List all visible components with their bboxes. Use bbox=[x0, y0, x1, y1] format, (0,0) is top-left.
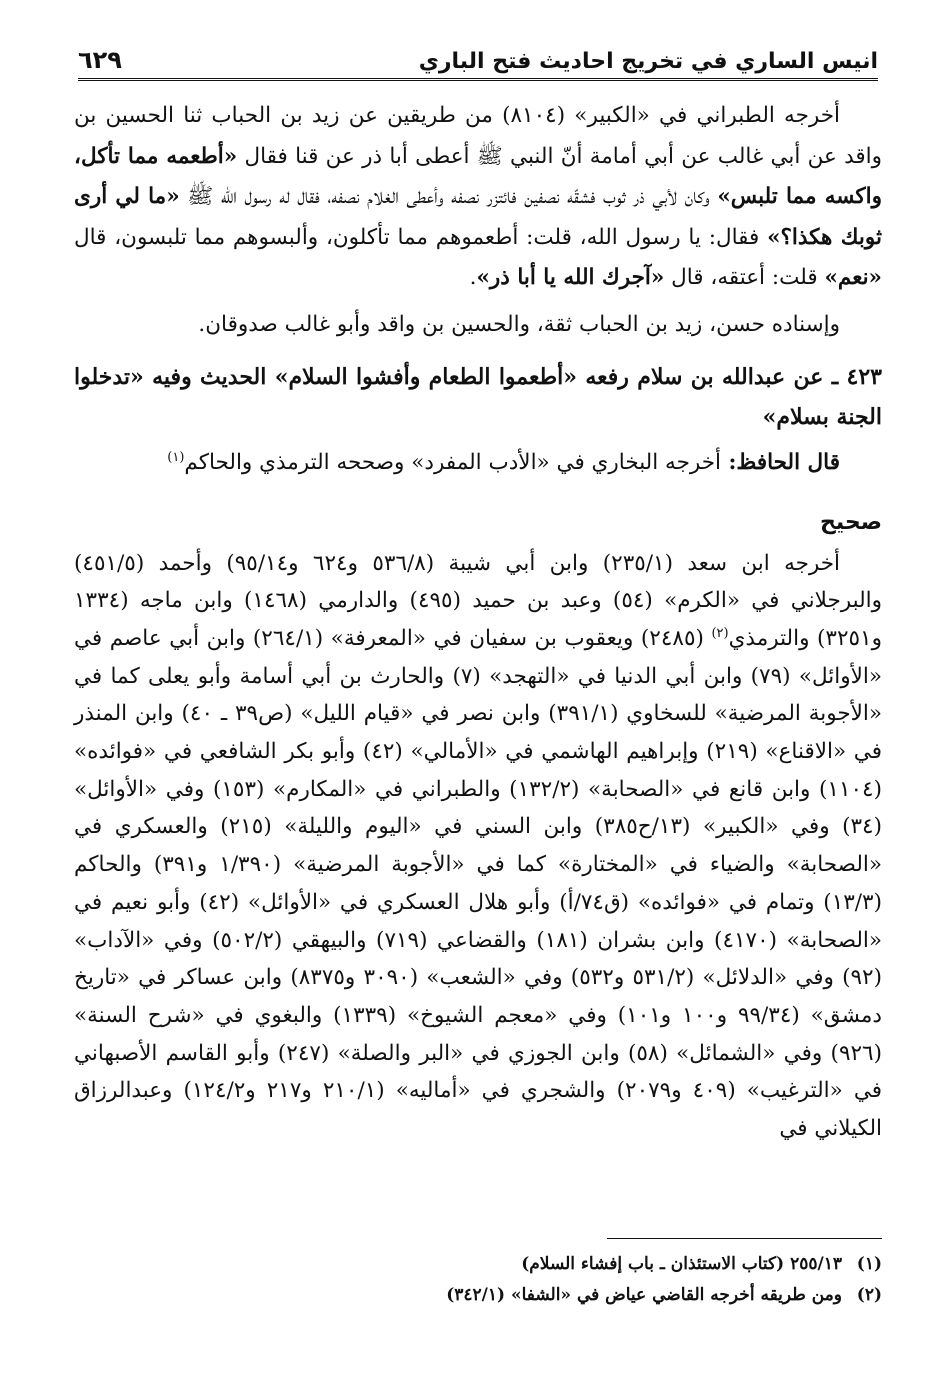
hadith-number: ٤٢٣ bbox=[846, 364, 882, 390]
text-run: قلت: أعتقه، قال bbox=[664, 265, 825, 290]
isnad-grading: وإسناده حسن، زيد بن الحباب ثقة، والحسين بن واقد وأبو غالب صدوقان. bbox=[198, 311, 840, 337]
text-run: أخرجه البخاري في «الأدب المفرد» وصححه الترمذي والحاكم bbox=[184, 450, 721, 475]
text-run: الحديث وفيه bbox=[143, 364, 275, 390]
footnote-marker: (١) bbox=[167, 449, 185, 465]
text-run: . bbox=[469, 265, 477, 290]
footnote bbox=[74, 1280, 882, 1311]
text-run: أخرجه ابن سعد (٢٣٥/١) وابن أبي شيبة (٥٣٦/٨ و٦٢٤ و٩٥/١٤) وأحمد (٤٥١/٥) والبرجلاني في «الكرم» (٥٤) وعبد بن حميد (٤٩٥) والدارمي (١٤٦٨) وابن ماجه (١٣٣٤ و٣٢٥١) والترمذي bbox=[74, 550, 882, 651]
hadith-quote: «آجرك الله يا أبا ذر» bbox=[476, 265, 665, 290]
hadith-quote: «نعم» bbox=[824, 265, 882, 290]
hafiz-label: قال الحافظ bbox=[736, 450, 840, 475]
page-number: ٦٢٩ bbox=[78, 46, 122, 74]
running-title: انيس الساري في تخريج احاديث فتح الباري bbox=[418, 49, 878, 74]
footnote-text: ومن طريقه أخرجه القاضي عياض في «الشفا» (٣٤٢/١) bbox=[446, 1285, 842, 1305]
hafiz-colon: : bbox=[721, 450, 737, 475]
hadith-quote: «أطعمه مما تأكل، واكسه مما تلبس» bbox=[74, 143, 883, 209]
hadith-quote: «أطعموا الطعام وأفشوا السلام» bbox=[274, 364, 577, 390]
hadith-entry bbox=[74, 357, 882, 437]
takhrij-paragraph bbox=[74, 545, 882, 1148]
takhrij-paragraph-tabarani bbox=[74, 96, 882, 299]
footnote-divider bbox=[607, 1238, 882, 1239]
footnote-number: (٢) bbox=[856, 1285, 882, 1305]
footnote-number: (١) bbox=[856, 1254, 882, 1274]
page-header bbox=[78, 38, 878, 81]
footnote-marker: (٢) bbox=[711, 625, 729, 641]
text-run: (٢٤٨٥) ويعقوب بن سفيان في «المعرفة» (٢٦٤/١) وابن أبي عاصم في «الأوائل» (٧٩) وابن أبي الدنيا في «التهجد» (٧) والحارث بن أبي أسامة وأبو يعلى كما في «الأجوبة المرضية» للسخاوي (٣٩١/١) وابن نصر في «قيام الليل» (ص٣٩ ـ ٤٠) وابن المنذر في «الاقناع» (٢١٩) وإبراهيم الهاشمي في «الأمالي» (٤٢) وأبو بكر الشافعي في «فوائده» (١١٠٤) وابن قانع في «الصحابة» (١٣٢/٢) والطبراني في «المكارم» (١٥٣) وفي «الأوائل» (٣٤) وفي «الكبير» (١٣/ح٣٨٥) وابن السني في «اليوم والليلة» (٢١٥) والعسكري في «الصحابة» والضياء في «المختارة» كما في «الأجوبة المرضية» (١/٣٩٠ و٣٩١) والحاكم (١٣/٣) وتمام في «فوائده» (ق٧٤/أ) وأبو هلال العسكري في «الأوائل» (٤٢) وأبو نعيم في «الصحابة» (٤١٧٠) وابن بشران (١٨١) والقضاعي (٧١٩) والبيهقي (٥٠٢/٢) وفي «الآداب» (٩٢) وفي «الدلائل» (٥٣١/٢ و٥٣٢) وفي «الشعب» (٣٠٩٠ و٨٣٧٥) وابن عساكر في «تاريخ دمشق» (٩٩/٣٤ و١٠٠ و١٠١) وفي «معجم الشيوخ» (١٣٣٩) والبغوي في «شرح السنة» (٩٢٦) وفي «الشمائل» (٥٨) وابن الجوزي في «البر والصلة» (٢٤٧) وأبو القاسم الأصبهاني في «الترغيب» (٤٠٩ و٢٠٧٩) والشجري في «أماليه» (٢١٠/١ و٢١٧ و١٢٤/٢) وعبدالرزاق الكيلاني في bbox=[74, 625, 883, 1142]
verdict-heading: صحيح bbox=[820, 509, 882, 535]
text-run: فقال: يا رسول الله، قلت: أطعموهم مما تأكلون، وألبسوهم مما تلبسون، قال bbox=[74, 224, 768, 250]
footnote-text: ٢٥٥/١٣ (كتاب الاستئذان ـ باب إفشاء السلام) bbox=[521, 1254, 842, 1274]
footnotes bbox=[74, 1238, 882, 1311]
text-run: أخرجه الطبراني في «الكبير» (٨١٠٤) من طريقين عن زيد بن الحباب ثنا الحسين بن واقد عن أبي غالب عن أبي أمامة أنّ النبي ﷺ أعطى أبا ذر عن قنا فقال bbox=[74, 103, 882, 169]
text-run: وكان لأبي ذر ثوب فشقّه نصفين فائتزر نصفه وأعطى الغلام نصفه، فقال له رسول الله ﷺ bbox=[179, 184, 718, 209]
hadith-quote: «ما لي أرى ثوبك هكذا؟» bbox=[74, 184, 882, 250]
hadith-quote: «تدخلوا الجنة بسلام» bbox=[74, 364, 882, 430]
main-text bbox=[74, 96, 882, 1148]
hafiz-statement bbox=[74, 443, 882, 484]
footnote bbox=[74, 1249, 882, 1280]
text-run: ـ عن عبدالله بن سلام رفعه bbox=[577, 364, 847, 390]
